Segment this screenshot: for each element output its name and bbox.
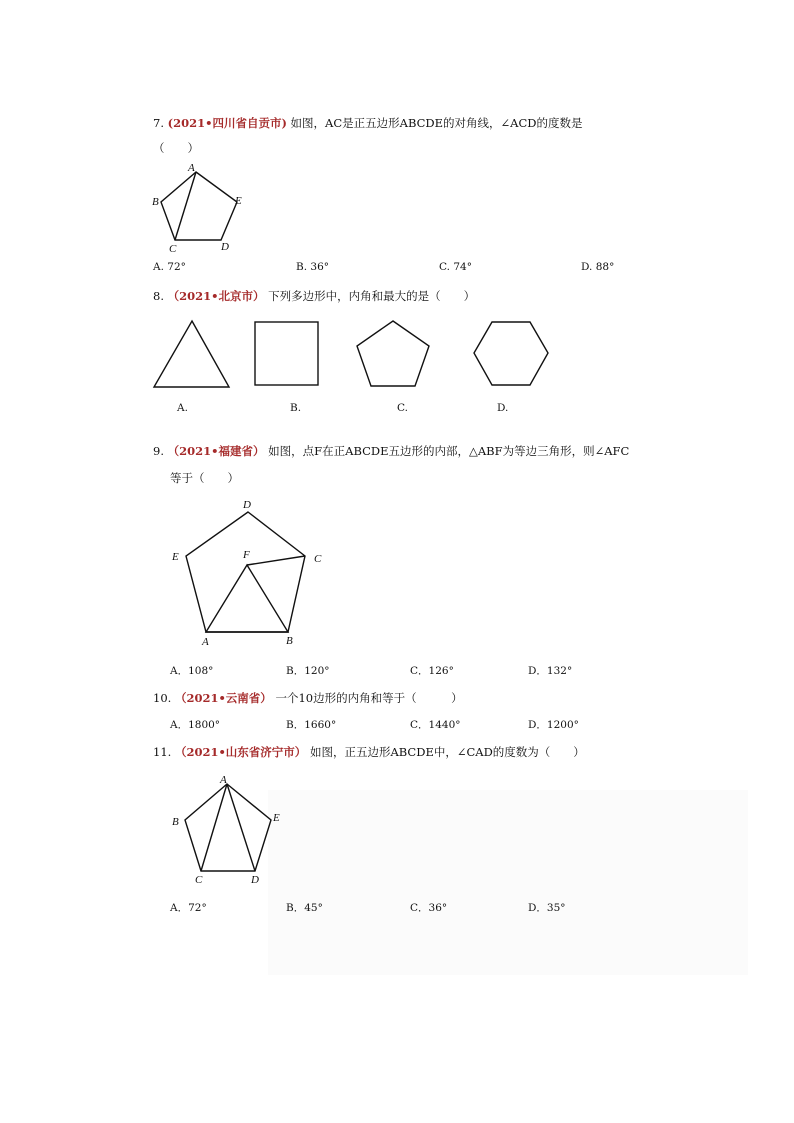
q10-option-b[interactable]: B．1660° xyxy=(286,719,337,731)
q9-label-d: D xyxy=(243,499,251,511)
q7-source: (2021•四川省自贡市) xyxy=(167,116,287,130)
q9-source: （2021•福建省） xyxy=(167,444,265,458)
q11-option-b[interactable]: B．45° xyxy=(286,902,323,914)
q10-option-c[interactable]: C．1440° xyxy=(410,719,461,731)
q8-option-b[interactable]: B. xyxy=(290,402,302,414)
q11-label-b: B xyxy=(172,816,179,828)
q8-hexagon xyxy=(474,322,548,385)
q9-pentagon xyxy=(186,512,305,632)
q11-text: 如图，正五边形ABCDE中，∠CAD的度数为（ ） xyxy=(309,745,585,759)
q11-label-a: A xyxy=(220,774,227,786)
q8-source: （2021•北京市） xyxy=(167,289,265,303)
q9-label-e: E xyxy=(172,551,179,563)
q8-number: 8. xyxy=(153,289,164,303)
q8-figures xyxy=(148,315,558,395)
q8-square xyxy=(255,322,318,385)
q9-label-c: C xyxy=(314,553,322,565)
q10-text: 一个10边形的内角和等于（ ） xyxy=(275,691,463,705)
q7-pentagon xyxy=(161,172,237,240)
q7-figure xyxy=(150,160,250,258)
q11-option-c[interactable]: C．36° xyxy=(410,902,448,914)
q9-text-continued: 等于（ ） xyxy=(170,471,239,485)
q7-option-b[interactable]: B. 36° xyxy=(296,261,330,273)
q9-label-b: B xyxy=(286,635,293,647)
question-11 xyxy=(153,744,585,760)
q9-label-f: F xyxy=(243,549,250,561)
q11-pentagon xyxy=(185,784,271,871)
q7-blank: （ ） xyxy=(153,141,199,155)
q11-label-c: C xyxy=(195,874,203,886)
q11-diagonal-ac xyxy=(201,784,227,871)
q11-diagonal-ad xyxy=(227,784,255,871)
q9-option-c[interactable]: C．126° xyxy=(410,665,454,677)
q9-text: 如图，点F在正ABCDE五边形的内部，△ABF为等边三角形，则∠AFC xyxy=(268,444,630,458)
q10-option-d[interactable]: D．1200° xyxy=(528,719,579,731)
q8-option-c[interactable]: C. xyxy=(397,402,408,414)
q7-text: 如图，AC是正五边形ABCDE的对角线，∠ACD的度数是 xyxy=(290,116,583,130)
q7-option-c[interactable]: C. 74° xyxy=(439,261,472,273)
q7-option-d[interactable]: D. 88° xyxy=(581,261,615,273)
q11-option-d[interactable]: D．35° xyxy=(528,902,566,914)
q7-label-d: D xyxy=(221,241,229,253)
question-7 xyxy=(153,115,583,131)
q9-option-b[interactable]: B．120° xyxy=(286,665,330,677)
q9-option-d[interactable]: D．132° xyxy=(528,665,573,677)
q8-option-d[interactable]: D. xyxy=(497,402,509,414)
q7-option-a[interactable]: A. 72° xyxy=(153,261,186,273)
q8-option-a[interactable]: A. xyxy=(177,402,188,414)
q7-diagonal-ac xyxy=(175,172,196,240)
q10-source: （2021•云南省） xyxy=(174,691,272,705)
faint-background-patch xyxy=(268,790,748,975)
q8-pentagon xyxy=(357,321,429,386)
q11-label-d: D xyxy=(251,874,259,886)
q11-figure xyxy=(168,770,293,888)
q9-number: 9. xyxy=(153,444,164,458)
q11-number: 11. xyxy=(153,745,172,759)
q7-number: 7. xyxy=(153,116,164,130)
question-10 xyxy=(153,690,463,706)
q7-label-b: B xyxy=(152,196,159,208)
q10-option-a[interactable]: A．1800° xyxy=(170,719,221,731)
question-9 xyxy=(153,443,629,459)
q7-label-e: E xyxy=(235,195,242,207)
q9-equilateral-triangle xyxy=(206,565,288,632)
q8-triangle xyxy=(154,321,229,387)
q10-number: 10. xyxy=(153,691,172,705)
q7-label-c: C xyxy=(169,243,177,255)
q7-label-a: A xyxy=(188,162,195,174)
q11-label-e: E xyxy=(273,812,280,824)
q11-source: （2021•山东省济宁市） xyxy=(174,745,307,759)
q9-figure xyxy=(168,492,333,652)
q11-option-a[interactable]: A．72° xyxy=(170,902,207,914)
q8-text: 下列多边形中，内角和最大的是（ ） xyxy=(268,289,476,303)
q9-segment-fc xyxy=(247,556,305,565)
q9-option-a[interactable]: A．108° xyxy=(170,665,214,677)
question-8 xyxy=(153,288,475,304)
q9-label-a: A xyxy=(202,636,209,648)
